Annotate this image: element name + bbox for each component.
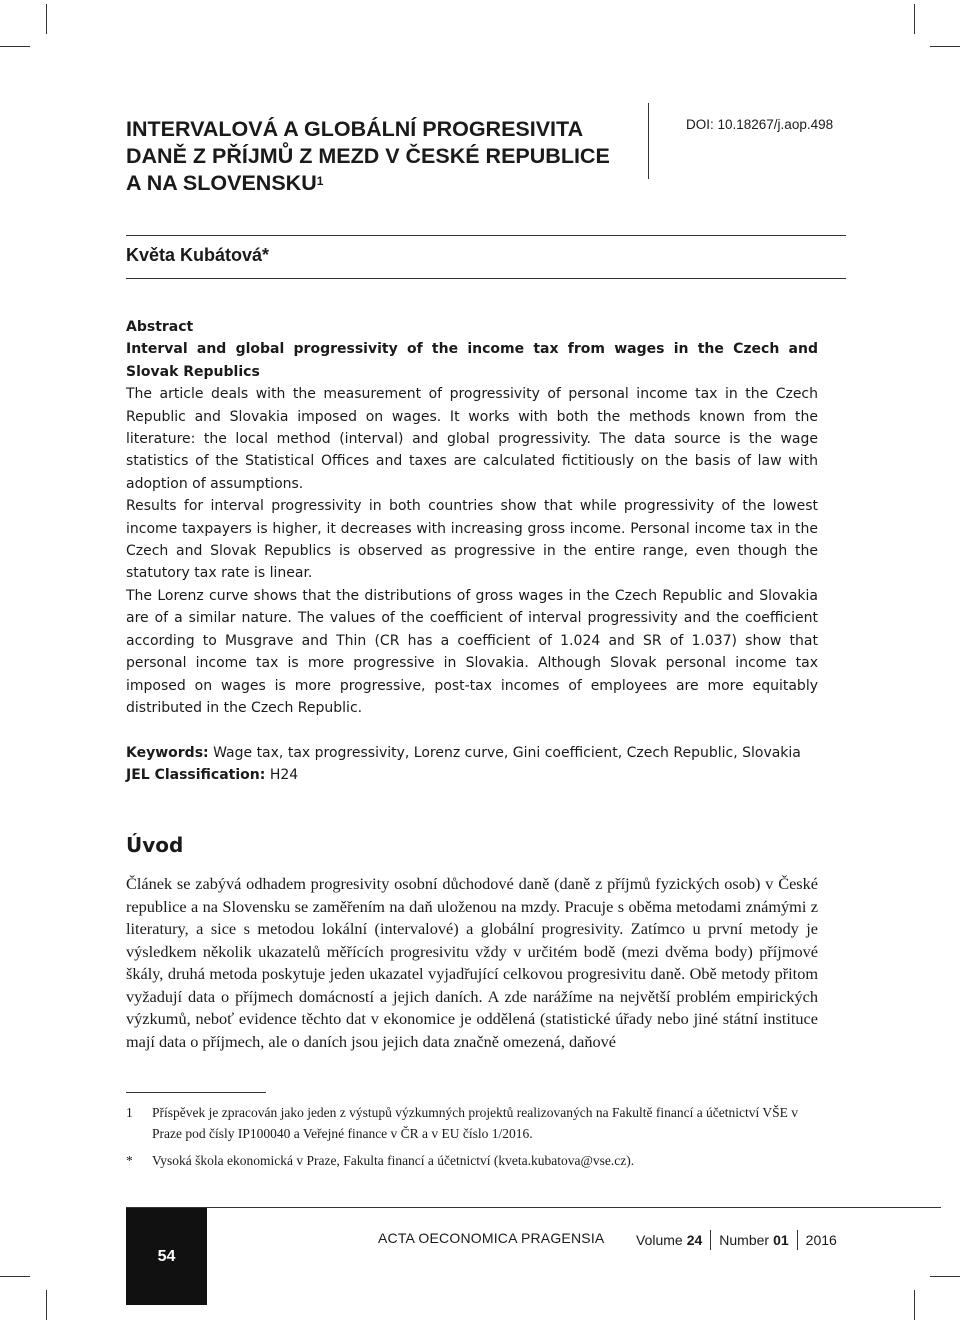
year: 2016 xyxy=(805,1232,837,1248)
title-footnote-mark: 1 xyxy=(316,174,324,188)
header-divider xyxy=(648,103,649,179)
page-number: 54 xyxy=(126,1208,207,1305)
abstract-heading: Abstract xyxy=(126,319,194,335)
footnote-mark: 1 xyxy=(126,1105,133,1120)
crop-mark xyxy=(46,4,47,34)
title-line: INTERVALOVÁ A GLOBÁLNÍ PROGRESIVITA xyxy=(126,117,584,141)
footnote-text: Vysoká škola ekonomická v Praze, Fakulta financí a účetnictví (kveta.kubatova@vse.cz). xyxy=(152,1153,635,1168)
issue-number: 01 xyxy=(773,1232,789,1248)
footer-divider xyxy=(797,1230,798,1250)
author-rule-bottom xyxy=(126,278,846,279)
jel-value: H24 xyxy=(269,767,299,784)
abstract-paragraph: The Lorenz curve shows that the distributions of gross wages in the Czech Republic and Slovakia are of a similar nature. The values of the coefficient of interval progressivity and the coefficient according to Musgrave and Thin (CR has a coefficient of 1.024 and SR of 1.037) show that personal income tax is more progressive in Slovakia. Although Slovak personal income tax imposed on wages is more progressive, post-tax incomes of employees are more equitably distributed in the Czech Republic. xyxy=(126,587,818,716)
footnote-text: Příspěvek je zpracován jako jeden z výstupů výzkumných projektů realizovaných na Fakultě financí a účetnictví VŠE v Praze pod čísly IP100040 a Veřejné finance v ČR a v EU číslo 1/2016. xyxy=(152,1105,799,1141)
volume-number: 24 xyxy=(686,1232,703,1248)
volume-info xyxy=(636,1230,837,1250)
crop-mark xyxy=(930,1276,960,1277)
abstract-paragraph: Results for interval progressivity in both countries show that while progressivity of the lowest income taxpayers is higher, it decreases with increasing gross income. Personal income tax in the Czech and Slovak Republics is observed as progressive in the entire range, even though the statutory tax rate is linear. xyxy=(126,498,818,582)
crop-mark xyxy=(46,1290,47,1320)
keywords-label: Keywords: xyxy=(126,745,209,761)
paper-title xyxy=(126,116,646,197)
keywords-block xyxy=(126,742,846,787)
title-line: DANĚ Z PŘÍJMŮ Z MEZD V ČESKÉ REPUBLICE xyxy=(126,144,610,168)
footnote-mark: * xyxy=(126,1153,133,1168)
journal-name: ACTA OECONOMICA PRAGENSIA xyxy=(378,1230,605,1246)
number-label: Number xyxy=(719,1232,770,1248)
footnote xyxy=(126,1102,826,1144)
keywords-line xyxy=(126,742,846,764)
section-body: Článek se zabývá odhadem progresivity osobní důchodové daně (daně z příjmů fyzických osob) v České republice a na Slovensku se zaměřením na daň uloženou na mzdy. Pracuje s oběma metodami známými z literatury, a sice s metodou lokální (intervalové) a globální progresivity. Zatímco u první metody je výsledkem několik ukazatelů měřících progresivitu vždy v určitém bodě (mezi dvěma body) příjmové škály, druhá metoda poskytuje jeden ukazatel vyjadřující celkovou progresivitu daně. Obě metody přitom vyžadují data o příjmech domácností a jejich daních. A zde narážíme na největší problém empirických výzkumů, neboť evidence těchto dat v ekonomice je oddělená (statistické úřady nebo jiné státní instituce mají data o příjmech, ale o daních jsou jejich data značně omezená, daňové xyxy=(126,874,818,1051)
section-heading: Úvod xyxy=(126,833,184,857)
keywords-value: Wage tax, tax progressivity, Lorenz curve, Gini coefficient, Czech Republic, Slovakia xyxy=(213,745,801,761)
footer-divider xyxy=(710,1230,711,1250)
jel-line xyxy=(126,764,846,786)
jel-label: JEL Classification: xyxy=(126,767,266,784)
abstract-subtitle: Interval and global progressivity of the income tax from wages in the Czech and Slovak Republics xyxy=(126,341,818,380)
footnote-rule xyxy=(126,1092,266,1093)
footer-rule xyxy=(126,1207,941,1208)
crop-mark xyxy=(0,1276,30,1277)
abstract-paragraph: The article deals with the measurement of progressivity of personal income tax in the Czech Republic and Slovakia imposed on wages. It works with both the methods known from the literature: the local method (interval) and global progressivity. The data source is the wage statistics of the Statistical Offices and taxes are calculated fictitiously on the basis of law with adoption of assumptions. xyxy=(126,386,818,492)
author-rule-top xyxy=(126,235,846,236)
abstract xyxy=(126,316,818,719)
crop-mark xyxy=(914,4,915,34)
author-name: Květa Kubátová* xyxy=(126,245,270,265)
volume-label: Volume xyxy=(636,1232,683,1248)
crop-mark xyxy=(0,46,30,47)
doi: DOI: 10.18267/j.aop.498 xyxy=(686,117,834,132)
footnote xyxy=(126,1150,826,1171)
title-line: A NA SLOVENSKU$^1$ xyxy=(126,171,324,195)
crop-mark xyxy=(914,1290,915,1320)
crop-mark xyxy=(930,46,960,47)
